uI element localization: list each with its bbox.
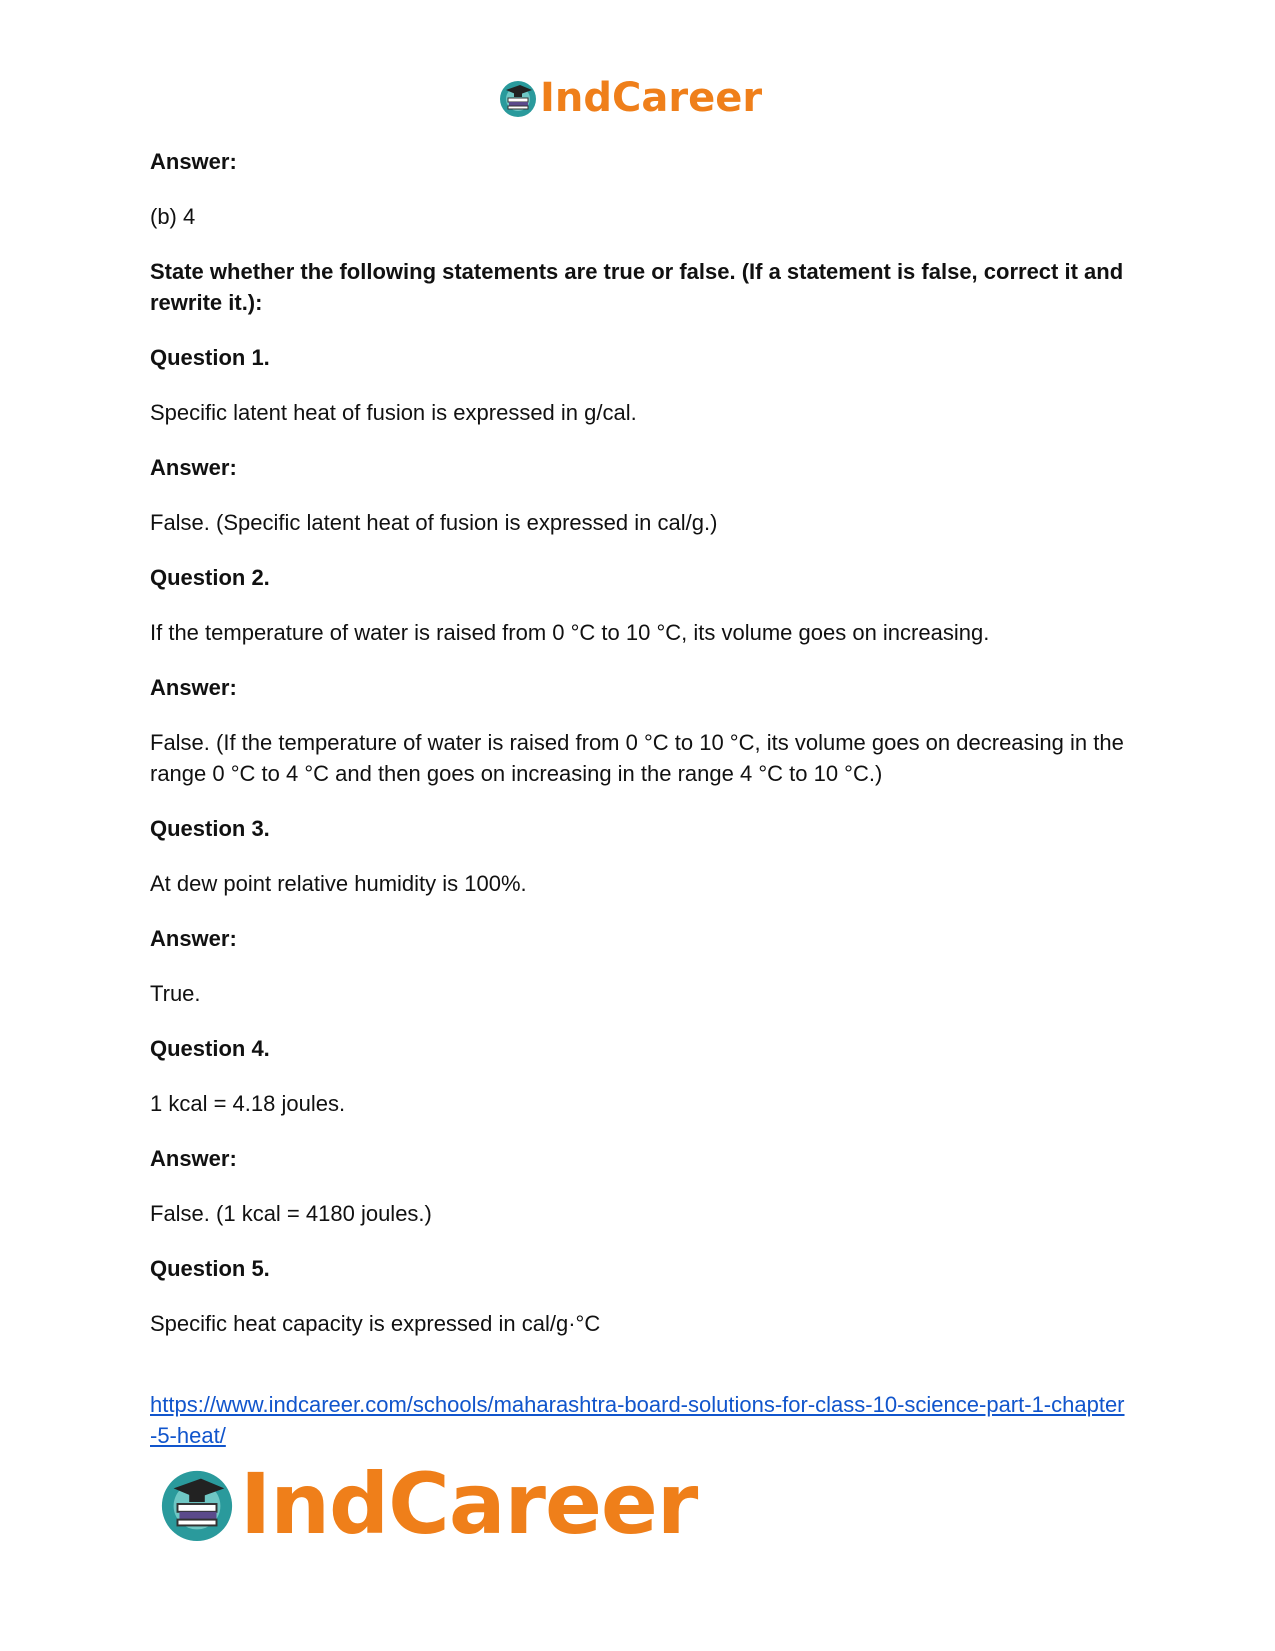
source-link[interactable]: https://www.indcareer.com/schools/maharashtra-board-solutions-for-class-10-science-part-1-chapter-5-heat/	[150, 1392, 1125, 1448]
section-instruction: State whether the following statements are true or false. (If a statement is false, correct it and rewrite it.):	[150, 259, 1124, 315]
body-text: At dew point relative humidity is 100%.	[150, 871, 527, 896]
graduation-cap-books-icon	[498, 78, 538, 118]
document-body	[150, 146, 1130, 1363]
question-heading: Question 1.	[150, 345, 270, 370]
header-logo	[498, 75, 763, 121]
answer-heading: Answer:	[150, 1146, 237, 1171]
logo-wordmark: IndCareer	[540, 75, 763, 121]
question-heading: Question 5.	[150, 1256, 270, 1281]
body-text: 1 kcal = 4.18 joules.	[150, 1091, 346, 1116]
body-text: Specific latent heat of fusion is expressed in g/cal.	[150, 400, 637, 425]
footer-logo	[158, 1455, 698, 1553]
question-heading: Question 3.	[150, 816, 270, 841]
body-text: If the temperature of water is raised from 0 °C to 10 °C, its volume goes on increasing.	[150, 620, 990, 645]
question-heading: Question 4.	[150, 1036, 270, 1061]
answer-heading: Answer:	[150, 926, 237, 951]
answer-heading: Answer:	[150, 455, 237, 480]
body-text: (b) 4	[150, 204, 196, 229]
logo-wordmark: IndCareer	[240, 1455, 698, 1553]
answer-heading: Answer:	[150, 675, 237, 700]
question-heading: Question 2.	[150, 565, 270, 590]
body-text: True.	[150, 981, 201, 1006]
body-text: Specific heat capacity is expressed in cal/g·°C	[150, 1311, 601, 1336]
body-text: False. (If the temperature of water is raised from 0 °C to 10 °C, its volume goes on decreasing in the range 0 °C to 4 °C and then goes on increasing in the range 4 °C to 10 °C.)	[150, 730, 1124, 786]
body-text: False. (1 kcal = 4180 joules.)	[150, 1201, 432, 1226]
graduation-cap-books-icon	[158, 1464, 236, 1544]
answer-heading: Answer:	[150, 149, 237, 174]
body-text: False. (Specific latent heat of fusion is expressed in cal/g.)	[150, 510, 718, 535]
